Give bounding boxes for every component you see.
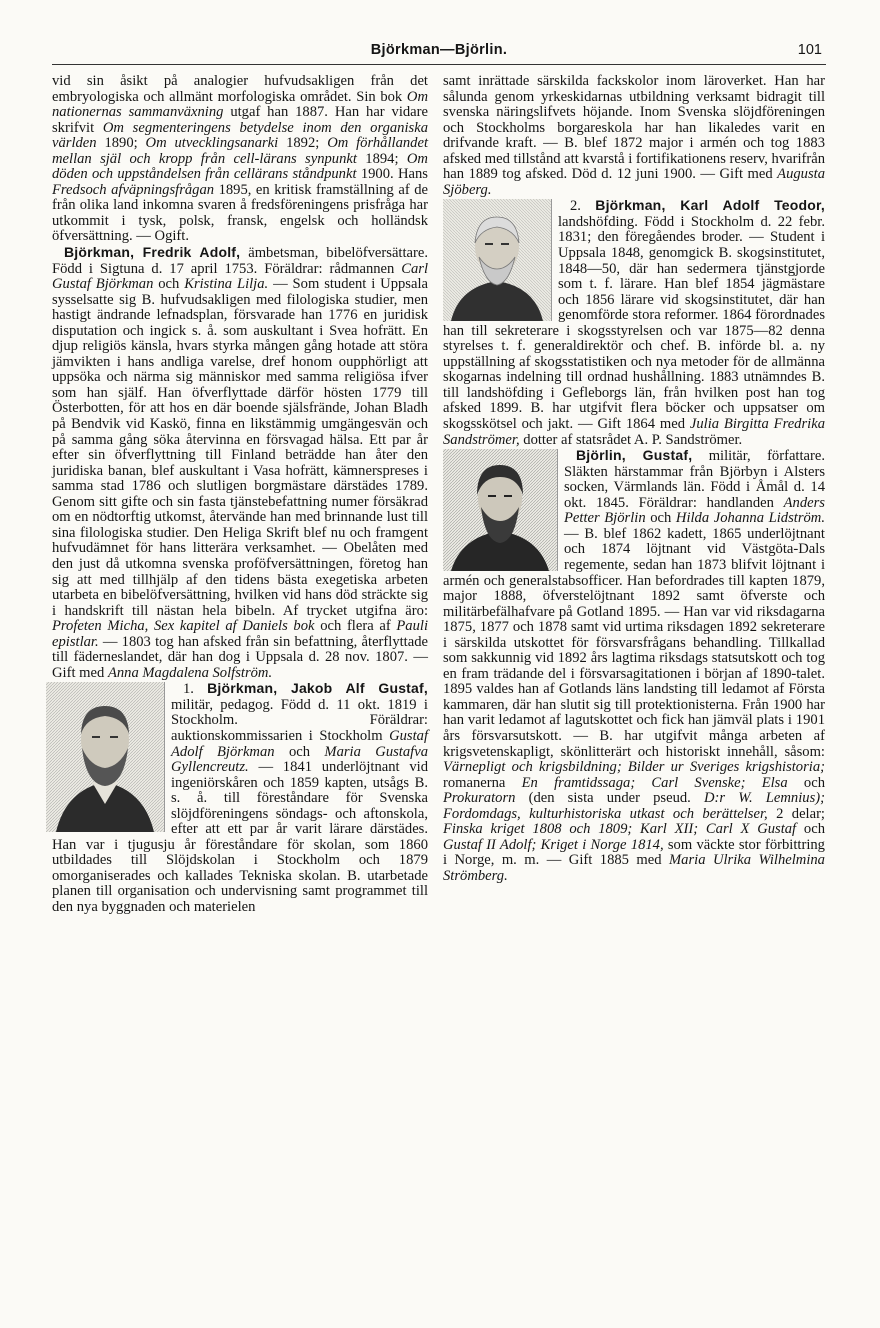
entry-bjorkman-jakob-alf-gustaf: 1. Björkman, Jakob Alf Gustaf, militär, pedagog. Född d. 11 okt. 1819 i Stockholm. Föräldrar: auktionskommissarien i Stockholm Gustaf Adolf Björkman och Maria Gustafva Gyllencreutz. — 1841 underlöjtnant vid ingeniörskåren och 1859 kapten, utsågs B. s. å. till föreståndare för Svenska slöjdföreningens söndags- och aftonskola, efter att ett par år varit lärare därstädes. Han var i tjugusju år föreståndare för skolan, som 1860 utbildades till Slöjdskolan i Stockholm och 1879 omorganiserades och kallades Tekniska skolan. B. utarbetade planen till organisation och undervisning samt programmet till den nya byggnaden och materielen [52,681,428,915]
entry-bjorkman-fredrik-adolf: Björkman, Fredrik Adolf, ämbetsman, bibelöfversättare. Född i Sigtuna d. 17 april 1753. Föräldrar: rådmannen Carl Gustaf Björkman och Kristina Lilja. — Som student i Uppsala sysselsatte sig B. hufvudsakligen med filologiska studier, men hastigt ändrande lefnadsplan, försvarade han 1776 en juridisk disputation och ingick s. å. som auskultant i Svea hofrätt. En djup religiös känsla, hvars styrka mången gång hotade att störa jämvikten i hans andliga varelse, dref honom oupphörligt att uppsöka och närma sig människor med samma religiösa ifver som han själf. Han öfverflyttade därför hösten 1779 till Österbotten, för att hos en där boende själsfrände, Johan Bladh på Bendvik vid Kaskö, finna en likstämmig umgängesvän och på samma gång söka återvinna en försvagad hälsa. Ett par år efter sin öfverflyttning till Finland beträdde han åter den juridiska banan, blef auskultant i Vasa hofrätt, kämnerspreses i samma stad 1786 och slutligen borgmästare därstädes 1789. Genom sitt gifte och sin fasta tjänstebefattning numer försäkrad om en nödtorftig utkomst, återvände han med brinnande lust till sina filologiska studier. Den Heliga Skrift blef nu och framgent hufvudämnet för hans litterära verksamhet. — Obelåten med den just då utkomna svenska proföfversättningen, företog han sig att med tillhjälp af den tidens bästa exegetiska arbeten utarbeta en bibelöfversättning, hvilken vid hans död sträckte sig i handskrift till nästan hela bibeln. Af trycket utgifna äro: Profeten Micha, Sex kapitel af Daniels bok och flera af Pauli epistlar. — 1803 tog han afsked från sin befattning, återflyttade till fäderneslandet, där han dog i Uppsala d. 28 nov. 1807. — Gift med Anna Magdalena Solfström. [52,244,428,681]
portrait-engraving-icon [46,682,164,832]
entry-bjorlin-gustaf: Björlin, Gustaf, militär, författare. Släkten härstammar från Björbyn i Alsters socken, Värmlands län. Född i Åmål d. 14 okt. 1845. Föräldrar: handlanden Anders Petter Björlin och Hilda Johanna Lidström. — B. blef 1862 kadett, 1865 underlöjtnant och 1874 löjtnant vid Västgöta-Dals regemente, sedan han 1873 blifvit löjtnant i armén och generalstabsofficer. Han befordrades till kapten 1879, major 1888, öfverstelöjtnant 1892 samt öfverste och militärbefälhafvare på Gotland 1895. — Han var vid riksdagarna 1875, 1877 och 1878 samt vid urtima riksdagen 1892 sekreterare i särskilda utskottet för försvarsfrågans behandling. Tillkallad som sakkunnig vid 1892 års lagtima riksdags statsutskott och tog en fram trädande del i försvarsagitationen i början af 1890-talet. 1895 valdes han af Gotlands läns landsting till ledamot af Första kammaren, där han slutit sig till protektionisterna. Från 1900 har han varit ledamot af lagutskottet och fick han jämväl plats i 1901 års försvarsutskott. — B. har utgifvit många arbeten af krigsvetenskapligt, skönlitterärt och historiskt innehåll, såsom: Värnepligt och krigsbildning; Bilder ur Sveriges krigshistoria; romanerna En framtidssaga; Carl Svenske; Elsa och Prokuratorn (den sista under pseud. D:r W. Lemnius); Fordomdags, kulturhistoriska utkast och berättelser, 2 delar; Finska kriget 1808 och 1809; Karl XII; Carl X Gustaf och Gustaf II Adolf; Kriget i Norge 1814, som väckte stor förbittring i Norge, m. m. — Gift 1885 med Maria Ulrika Wilhelmina Strömberg. [443,447,825,884]
entry-headword: Björkman, Karl Adolf Teodor, [595,197,825,214]
running-head [52,42,826,65]
entry-number: 2. [570,198,581,215]
portrait-karl-adolf-teodor-bjorkman [443,199,552,321]
entry-headword: Björkman, Jakob Alf Gustaf, [207,680,428,697]
entry-headword: Björlin, Gustaf, [576,447,693,464]
entry-number: 1. [183,681,194,698]
entry-bjorkman-karl-adolf-teodor: 2. Björkman, Karl Adolf Teodor, landshöfding. Född i Stockholm d. 22 febr. 1831; den föregåendes broder. — Student i Uppsala 1848, genomgick B. skogsinstitutet, 1848—50, där han sedermera tjänstgjorde som t. f. lärare. Han blef 1854 jägmästare och 1856 lärare vid skogsinstitutet, där han genomförde stora reformer. 1864 förordnades han till sekreterare i skogsstyrelsen och var 1875—82 denna styrelses t. f. generaldirektör och chef. B. införde bl. a. ny uppställning af skogsstatistiken och nya metoder för de allmänna skogarnas indelning till ordnad hushållning. 1883 utnämndes B. till landshöfding i Gefleborgs län, från hvilken post han tog afsked 1899. B. har utgifvit flera böcker och uppsatser om skogsskötsel och jakt. — Gift 1864 med Julia Birgitta Fredrika Sandströmer, dotter af statsrådet A. P. Sandströmer. [443,197,825,448]
entry-continuation: vid sin åsikt på analogier hufvudsakligen från det embryologiska och allmänt morfologiska området. Sin bok Om nationernas sammanväxning utgaf han 1887. Han har vidare skrifvit Om segmenteringens betydelse inom den organiska världen 1890; Om utvecklingsanarki 1892; Om förhållandet mellan själ och kropp från cell-lärans synpunkt 1894; Om döden och uppståndelsen från cellärans ståndpunkt 1900. Hans Fredsoch afväpningsfrågan 1895, en kritisk framställning af de från olika land inkomna svaren å fredsföreningens prisfråga har utkommit i tysk, polsk, fransk, engelsk och holländsk öfversättning. — Ogift. [52,73,429,245]
portrait-gustaf-bjorlin [443,449,558,571]
page-number: 101 [797,42,822,58]
left-column [52,74,428,916]
portrait-engraving-icon [443,449,557,571]
portrait-jakob-alf-gustaf-bjorkman [46,682,165,832]
running-title: Björkman—Björlin. [370,42,508,58]
entry-continuation: samt inrättade särskilda fackskolor inom läroverket. Han har sålunda genom yrkeskidarnas utbildning verksamt bidragit till svenska näringslifvets höjande. Inom Svenska slöjdföreningen och Stockholms borgareskola har han likaledes varit en drifvande kraft. — B. blef 1872 major i armén och tog 1883 afsked med tillstånd att kvarstå i fortifikationens reserv, hvarifrån han 1889 tog afsked. Död d. 12 juni 1900. — Gift med Augusta Sjöberg. [443,73,826,198]
portrait-engraving-icon [443,199,551,321]
right-column [443,74,825,884]
entry-headword: Björkman, Fredrik Adolf, [64,244,241,261]
